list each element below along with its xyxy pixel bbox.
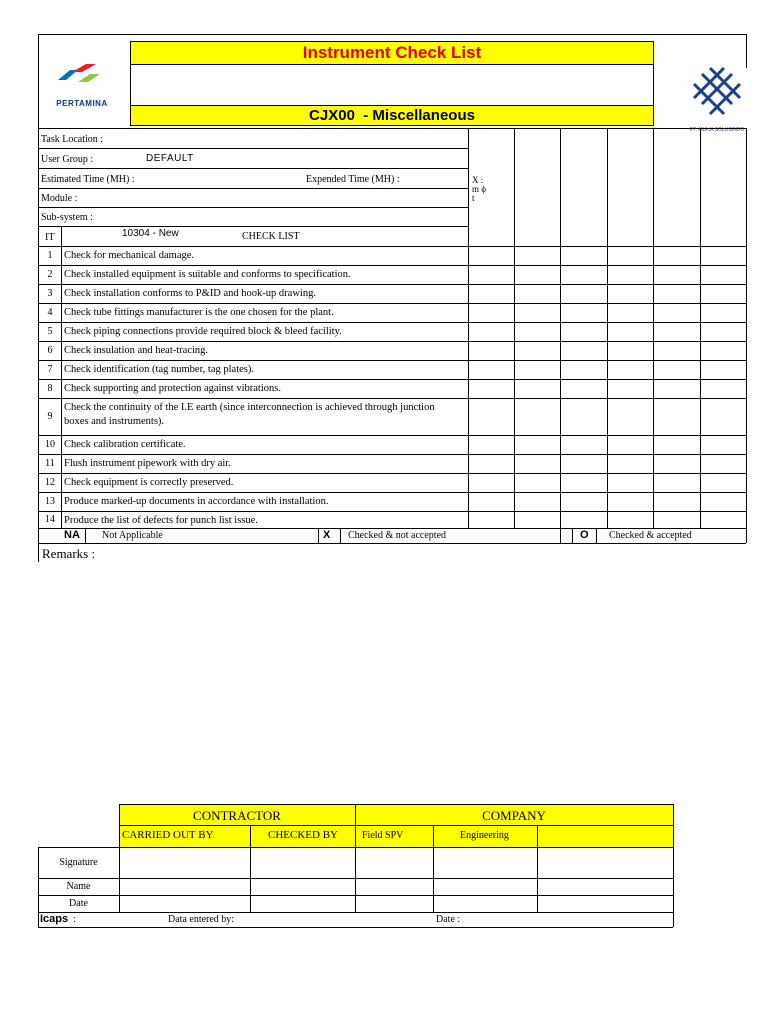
item-text: Check installation conforms to P&ID and hook-up drawing.	[64, 288, 316, 299]
company-logo-icon	[686, 60, 748, 122]
user-group-value: DEFAULT	[146, 153, 194, 164]
item-number: 2	[47, 269, 53, 280]
item-text: Check identification (tag number, tag plates).	[64, 364, 254, 375]
item-number: 11	[45, 458, 55, 469]
item-text: Produce marked-up documents in accordance with installation.	[64, 496, 329, 507]
user-group-label: User Group :	[41, 154, 94, 165]
task-location-label: Task Location :	[41, 134, 104, 145]
legend-x-code: X	[323, 529, 331, 541]
name-row-label: Name	[66, 881, 91, 892]
checklist-header: CHECK LIST	[242, 231, 300, 242]
item-text: Check tube fittings manufacturer is the one chosen for the plant.	[64, 307, 334, 318]
item-text: Check supporting and protection against vibrations.	[64, 383, 281, 394]
estimated-time-label: Estimated Time (MH) :	[41, 174, 135, 185]
company-logo	[686, 60, 748, 136]
pertamina-logo-icon	[48, 62, 116, 94]
icaps-label: Icaps	[40, 913, 69, 925]
subsystem-label: Sub-system :	[41, 212, 93, 223]
module-label: Module :	[41, 193, 78, 204]
checklist-code: 10304 - New	[122, 228, 179, 239]
company-logo-text: PT. MULIA SOLUSINDO	[689, 127, 745, 133]
item-number: 12	[45, 477, 55, 488]
pertamina-logo-text: PERTAMINA	[56, 99, 108, 108]
title-blank-band	[130, 64, 654, 106]
engineering-header: Engineering	[460, 830, 509, 841]
subtitle: CJX00 - Miscellaneous	[309, 107, 475, 124]
contractor-header: CONTRACTOR	[193, 808, 281, 823]
item-number: 8	[47, 383, 53, 394]
legend-x-text: Checked & not accepted	[348, 530, 447, 541]
item-number: 6	[47, 345, 53, 356]
item-number: 5	[47, 326, 53, 337]
item-number: 10	[45, 439, 55, 450]
signoff-date-label: Date :	[436, 914, 461, 925]
item-number: 7	[47, 364, 53, 375]
data-entered-by-label: Data entered by:	[168, 914, 235, 925]
item-text: Check for mechanical damage.	[64, 250, 195, 261]
item-number: 3	[47, 288, 53, 299]
legend-o-text: Checked & accepted	[609, 530, 692, 541]
remarks-label: Remarks :	[42, 546, 96, 561]
item-number: 9	[47, 411, 53, 422]
legend-o-code: O	[580, 529, 589, 541]
icaps-colon: :	[73, 914, 76, 925]
legend-na-code: NA	[64, 529, 80, 541]
item-text: Check the continuity of the I.E earth (since interconnection is achieved through junction boxes and instruments).	[64, 402, 435, 427]
legend-na-text: Not Applicable	[102, 530, 163, 541]
item-text: Produce the list of defects for punch list issue.	[64, 515, 258, 526]
pertamina-logo	[48, 62, 116, 106]
expended-time-label: Expended Time (MH) :	[306, 174, 400, 185]
item-text: Flush instrument pipework with dry air.	[64, 458, 231, 469]
item-text: Check installed equipment is suitable and conforms to specification.	[64, 269, 351, 280]
field-spv-header: Field SPV	[362, 830, 404, 841]
signature-row-label: Signature	[59, 857, 98, 868]
item-number: 4	[47, 307, 53, 318]
company-header: COMPANY	[482, 808, 546, 823]
item-number: 1	[47, 250, 53, 261]
page-title: Instrument Check List	[302, 43, 482, 62]
item-text: Check insulation and heat-tracing.	[64, 345, 209, 356]
subtitle-band	[130, 105, 654, 126]
item-number: 13	[45, 496, 55, 507]
side-column-text: X : m ϕ t	[472, 175, 486, 203]
date-row-label: Date	[69, 898, 88, 909]
item-text: Check equipment is correctly preserved.	[64, 477, 234, 488]
title-band	[130, 41, 654, 65]
it-column-header: IT	[45, 232, 55, 243]
item-number: 14	[45, 514, 55, 525]
item-text: Check calibration certificate.	[64, 439, 186, 450]
checked-by-header: CHECKED BY	[268, 829, 338, 841]
carried-out-by-header: CARRIED OUT BY	[122, 829, 214, 841]
item-text: Check piping connections provide required block & bleed facility.	[64, 326, 342, 337]
